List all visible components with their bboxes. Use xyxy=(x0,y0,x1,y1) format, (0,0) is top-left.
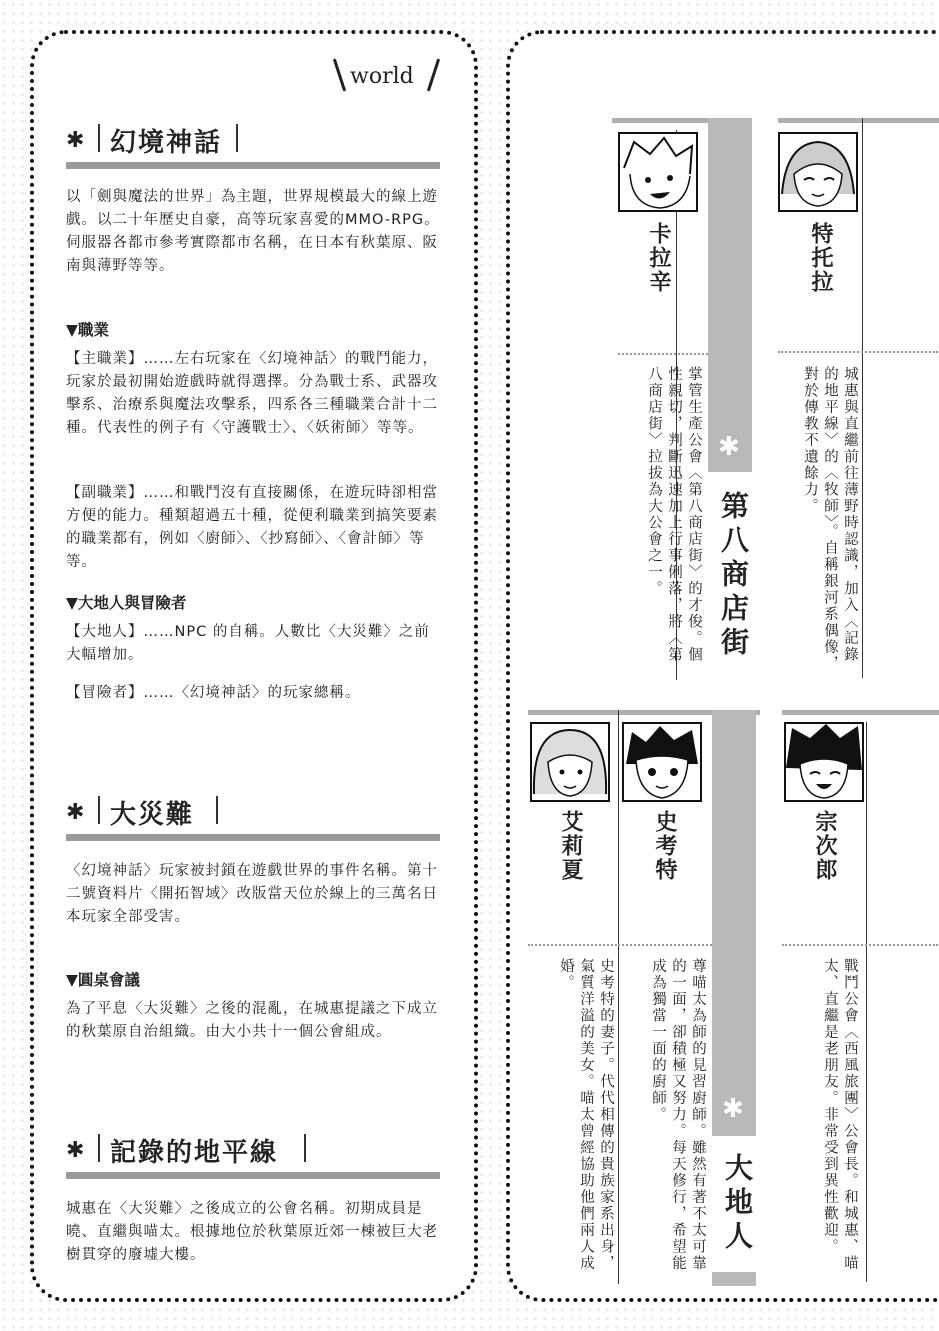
job-main-text: 【主職業】……左右玩家在〈幻境神話〉的戰鬥能力，玩家於最初開始遊戲時就得選擇。分為戰士系、武器攻擊系、治療系與魔法攻擊系，四系各三種職業合計十二種。代表性的例子有〈守護戰士〉、〈妖術師〉等等。 xyxy=(66,351,438,436)
group-tag: 第八商店街 xyxy=(707,472,753,680)
section-title: 幻境神話 xyxy=(110,128,223,158)
group-tag: 大地人 xyxy=(711,1136,757,1272)
section-body: 城惠在〈大災難〉之後成立的公會名稱。初期成員是曉、直繼與喵太。根據地位於秋葉原近郊一棟被巨大老樹貫穿的廢墟大樓。 xyxy=(66,1201,438,1263)
section-body: 以「劍與魔法的世界」為主題，世界規模最大的線上遊戲。以二十年歷史自豪，高等玩家喜愛的MMO-RPG。伺服器各都市參考實際都市名稱，在日本有秋葉原、阪南與薄野等等。 xyxy=(66,189,440,274)
asterisk-icon: ✱ xyxy=(66,800,85,825)
world-header xyxy=(328,56,448,96)
section-rule xyxy=(66,1172,440,1179)
subheading: ▼職業 xyxy=(66,321,109,339)
character-name: 卡拉辛 xyxy=(646,222,672,294)
column-line xyxy=(618,710,619,1284)
character-desc: 掌管生產公會〈第八商店街〉的才俊。個性親切，判斷迅速加上行事俐落，將〈第八商店街〉拉拔為大公會之一。 xyxy=(646,366,702,663)
top-rule xyxy=(782,710,939,715)
character-desc: 尊喵太為師的見習廚師。雖然有著不太可靠的一面，卻積極又努力。每天修行，希望能成為獨當一面的廚師。 xyxy=(650,958,706,1272)
section-title: 記錄的地平線 xyxy=(110,1138,279,1168)
section-header xyxy=(66,1132,440,1180)
knife-icon xyxy=(427,58,440,91)
character-desc: 戰鬥公會〈西風旅團〉公會長。和城惠、喵太、直繼是老朋友。非常受到異性歡迎。 xyxy=(822,958,858,1272)
section-header xyxy=(66,122,440,170)
character-name: 宗次郎 xyxy=(812,810,838,882)
character-name: 史考特 xyxy=(652,810,678,882)
asterisk-icon: ✱ xyxy=(722,1094,744,1124)
character-name: 艾莉夏 xyxy=(558,810,584,882)
section-header xyxy=(66,794,440,842)
fork-icon xyxy=(333,58,346,91)
portrait-tetora xyxy=(778,132,858,212)
dotted-separator xyxy=(528,944,620,946)
section-rule xyxy=(66,834,440,841)
asterisk-icon: ✱ xyxy=(66,128,85,153)
divider xyxy=(304,1134,306,1162)
dotted-separator xyxy=(618,353,708,355)
world-label: world xyxy=(350,64,414,89)
section-title: 大災難 xyxy=(110,800,195,830)
top-rule xyxy=(612,118,708,123)
portrait-soujirou xyxy=(784,722,864,802)
portrait-scott xyxy=(622,722,702,802)
portrait-karashin xyxy=(618,132,698,212)
column-line xyxy=(866,722,867,1282)
roundtable-text: 為了平息〈大災難〉之後的混亂，在城惠提議之下成立的秋葉原自治組織。由大小共十一個公會組成。 xyxy=(66,1001,438,1040)
divider xyxy=(98,1134,100,1162)
section-rule xyxy=(66,162,440,169)
top-rule xyxy=(778,118,939,123)
asterisk-icon: ✱ xyxy=(718,432,740,462)
subheading: ▼大地人與冒險者 xyxy=(66,594,187,612)
job-sub-text: 【副職業】……和戰鬥沒有直接關係，在遊玩時卻相當方便的能力。種類超過五十種，從便利職業到搞笑要素的職業都有，例如〈廚師〉、〈抄寫師〉、〈會計師〉等等。 xyxy=(66,485,438,570)
dotted-separator xyxy=(778,351,938,353)
landers-text: 【大地人】……NPC 的自稱。人數比〈大災難〉之前大幅增加。 xyxy=(66,624,430,663)
divider xyxy=(236,124,238,152)
dotted-separator xyxy=(622,944,712,946)
section-body: 〈幻境神話〉玩家被封鎖在遊戲世界的事件名稱。第十二號資料片〈開拓智域〉改版當天位於線上的三萬名日本玩家全部受害。 xyxy=(66,863,438,925)
subheading: ▼圓桌會議 xyxy=(66,971,140,989)
character-desc: 城惠與直繼前往薄野時認識，加入〈記錄的地平線〉的〈牧師〉。自稱銀河系偶像，對於傳教不遺餘力。 xyxy=(802,366,858,673)
column-line xyxy=(862,118,863,678)
character-name: 特托拉 xyxy=(808,222,834,294)
divider xyxy=(98,796,100,824)
dotted-separator xyxy=(782,944,938,946)
adventurers-text: 【冒險者】……〈幻境神話〉的玩家總稱。 xyxy=(66,685,361,701)
divider xyxy=(98,124,100,152)
character-desc: 史考特的妻子。代代相傳的貴族家系出身，氣質洋溢的美女。喵太曾經協助他們兩人成婚。 xyxy=(558,958,614,1272)
asterisk-icon: ✱ xyxy=(66,1138,85,1163)
portrait-elissa xyxy=(530,722,610,802)
divider xyxy=(216,796,218,824)
